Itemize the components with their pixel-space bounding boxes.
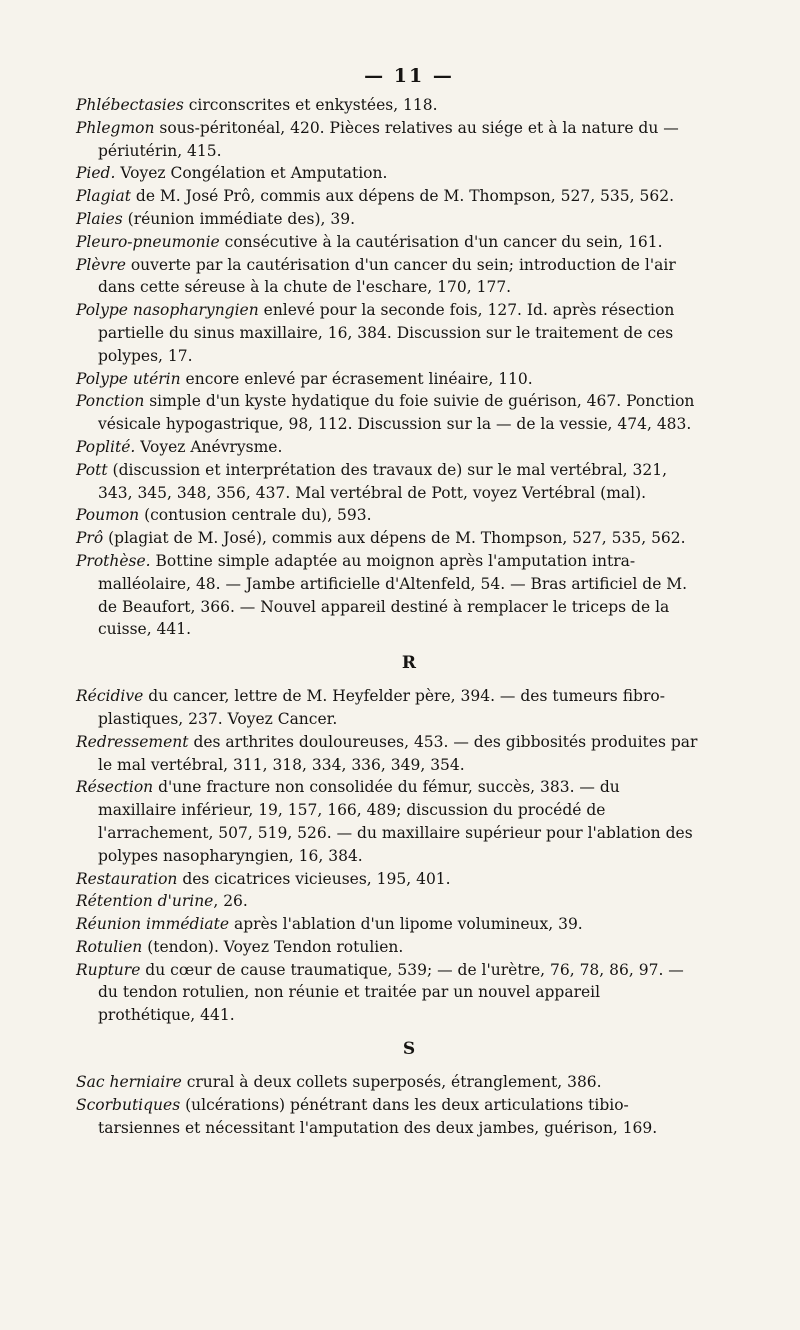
index-entry: [76, 890, 698, 913]
index-entry: [76, 231, 698, 254]
index-text: d'une fracture non consolidée du fémur, succès, 383. — du maxillaire inférieur, 19, 157, 166, 489; discussion du procédé de l'arrachement, 507, 519, 526. — du maxillaire supérieur pour l'ablation des polypes nasopharyngien, 16, 384.: [98, 778, 693, 865]
index-term: Ponction: [76, 392, 145, 411]
index-term: Rupture: [76, 960, 141, 979]
index-term: Redressement: [76, 732, 189, 751]
index-text: (discussion et interprétation des travaux de) sur le mal vertébral, 321, 343, 345, 348, 356, 437. Mal vertébral de Pott, voyez Vertébral (mal).: [98, 460, 668, 502]
index-text: (tendon). Voyez Tendon rotulien.: [142, 937, 404, 956]
index-entry: [76, 731, 698, 777]
index-text: (plagiat de M. José), commis aux dépens de M. Thompson, 527, 535, 562.: [103, 529, 686, 548]
index-entry: [76, 504, 698, 527]
index-entry: [76, 959, 698, 1027]
index-term: Poumon: [76, 506, 140, 525]
index-term: Poplité.: [76, 437, 136, 456]
index-entry: [76, 1071, 698, 1094]
index-text: encore enlevé par écrasement linéaire, 110.: [180, 369, 533, 388]
index-section-p: [76, 94, 698, 641]
index-entry: [76, 254, 698, 300]
index-text: Voyez Anévrysme.: [135, 437, 283, 456]
index-term: Plaies: [76, 209, 123, 228]
index-text: circonscrites et enkystées, 118.: [183, 96, 438, 114]
index-entry: [76, 436, 698, 459]
index-text: , 26.: [213, 892, 248, 911]
index-text: du cœur de cause traumatique, 539; — de l'urètre, 76, 78, 86, 97. — du tendon rotulien, non réunie et traitée par un nouvel appareil prothétique, 441.: [98, 960, 684, 1025]
index-term: Pied.: [76, 164, 116, 183]
index-text: des cicatrices vicieuses, 195, 401.: [177, 869, 451, 888]
index-term: Réunion immédiate: [76, 915, 230, 934]
section-heading-r: R: [401, 653, 417, 674]
page-number: — 11 —: [364, 65, 454, 87]
index-text: simple d'un kyste hydatique du foie suivie de guérison, 467. Ponction vésicale hypogastrique, 98, 112. Discussion sur la — de la vessie, 474, 483.: [98, 392, 695, 434]
index-term: Résection: [76, 778, 154, 797]
index-term: Sac herniaire: [76, 1073, 182, 1092]
index-text: consécutive à la cautérisation d'un cancer du sein, 161.: [219, 232, 663, 251]
index-text: (réunion immédiate des), 39.: [122, 209, 356, 228]
index-section-s: [76, 1071, 698, 1139]
index-term: Prothèse.: [76, 551, 151, 570]
index-text: sous-péritonéal, 420. Pièces relatives au siége et à la nature du — périutérin, 415.: [98, 118, 679, 160]
index-entry: [76, 527, 698, 550]
index-entry: [76, 208, 698, 231]
index-term: Scorbutiques: [76, 1095, 181, 1114]
index-term: Récidive: [76, 687, 144, 706]
index-entry: [76, 913, 698, 936]
index-entry: [76, 936, 698, 959]
index-entry: [76, 390, 698, 436]
index-entry: [76, 162, 698, 185]
section-heading-s: S: [402, 1039, 416, 1060]
index-term: Polype utérin: [76, 369, 181, 388]
index-term: Phlegmon: [76, 118, 155, 137]
index-entry: [76, 94, 698, 117]
index-term: Polype nasopharyngien: [76, 301, 259, 320]
index-term: Prô: [76, 529, 104, 548]
index-entry: [76, 185, 698, 208]
index-text: Bottine simple adaptée au moignon après l'amputation intra-malléolaire, 48. — Jambe artificielle d'Altenfeld, 54. — Bras artificiel de M. de Beaufort, 366. — Nouvel appareil destiné à remplacer le triceps de la cuisse, 441.: [98, 551, 688, 639]
index-text: (contusion centrale du), 593.: [139, 506, 372, 525]
index-text: Voyez Congélation et Amputation.: [115, 164, 388, 183]
index-text: crural à deux collets superposés, étranglement, 386.: [181, 1073, 602, 1092]
index-entry: [76, 776, 698, 867]
index-text: des arthrites douloureuses, 453. — des gibbosités produites par le mal vertébral, 311, 318, 334, 336, 349, 354.: [98, 732, 698, 774]
index-entry: [76, 550, 698, 641]
index-entry: [76, 117, 698, 163]
index-entry: [76, 459, 698, 505]
index-text: ouverte par la cautérisation d'un cancer du sein; introduction de l'air dans cette séreuse à la chute de l'eschare, 170, 177.: [98, 255, 676, 297]
index-text: du cancer, lettre de M. Heyfelder père, 394. — des tumeurs fibro-plastiques, 237. Voyez Cancer.: [98, 687, 665, 728]
index-section-r: [76, 685, 698, 1027]
index-text: après l'ablation d'un lipome volumineux, 39.: [229, 915, 583, 934]
index-term: Phlébectasies: [76, 96, 184, 114]
index-term: Restauration: [76, 869, 178, 888]
index-entry: [76, 368, 698, 391]
index-entry: [76, 1094, 698, 1140]
index-text: de M. José Prô, commis aux dépens de M. Thompson, 527, 535, 562.: [130, 187, 675, 206]
index-term: Rotulien: [76, 937, 143, 956]
index-text: (ulcérations) pénétrant dans les deux articulations tibio-tarsiennes et nécessitant l'amputation des deux jambes, guérison, 169.: [98, 1095, 658, 1137]
index-entry: [76, 685, 698, 731]
index-text: enlevé pour la seconde fois, 127. Id. après résection partielle du sinus maxillaire, 16, 384. Discussion sur le traitement de ces polypes, 17.: [98, 301, 675, 365]
index-entry: [76, 868, 698, 891]
index-term: Pleuro-pneumonie: [76, 232, 220, 251]
index-term: Plagiat: [76, 187, 131, 206]
index-term: Pott: [76, 460, 108, 479]
index-term: Rétention d'urine: [76, 892, 214, 911]
index-term: Plèvre: [76, 255, 126, 274]
index-entry: [76, 299, 698, 367]
